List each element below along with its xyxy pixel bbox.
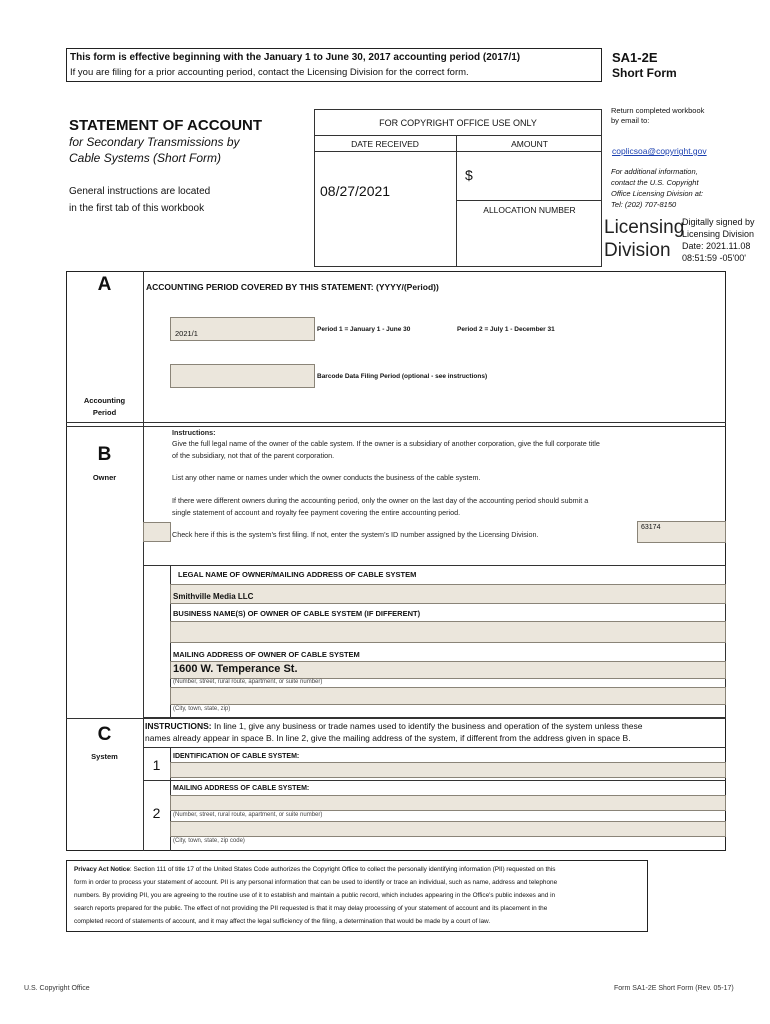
form-type: Short Form (612, 66, 677, 80)
business-name-input[interactable] (170, 621, 726, 643)
barcode-period-input[interactable] (170, 364, 315, 388)
general-instructions-1: General instructions are located (69, 186, 211, 197)
mailing-address-label: MAILING ADDRESS OF OWNER OF CABLE SYSTEM (173, 650, 360, 659)
city-state-hint: (City, town, state, zip) (173, 706, 231, 712)
accounting-period-value: 2021/1 (175, 329, 198, 338)
signature-detail-1: Digitally signed by (682, 217, 755, 227)
return-workbook-2: by email to: (611, 116, 650, 125)
office-use-divider-2 (314, 151, 602, 152)
system-id-value: 63174 (641, 524, 661, 531)
section-b-instruction-3b: single statement of account and royalty fee payment covering the entire accounting period. (172, 508, 461, 517)
section-c-instruction-2: names already appear in space B. In line 2, give the mailing address of the system, if different from the address given in space B. (145, 733, 631, 743)
section-c-instructions-line1 (145, 721, 643, 731)
system-line-1-number: 1 (152, 757, 161, 773)
allocation-number-label: ALLOCATION NUMBER (483, 205, 576, 215)
section-a-side-label-2: Period (92, 408, 117, 417)
section-b-instruction-3a: If there were different owners during the accounting period, only the owner on the last day of the accounting period should submit a (172, 496, 589, 505)
barcode-period-label: Barcode Data Filing Period (optional - see instructions) (317, 373, 488, 380)
system-line-2-number: 2 (152, 805, 161, 821)
first-filing-label: Check here if this is the system’s first filing. If not, enter the system’s ID number assigned by the Licensing Division. (172, 530, 539, 539)
section-a-title: ACCOUNTING PERIOD COVERED BY THIS STATEMENT: (YYYY/(Period)) (146, 282, 439, 292)
legal-name-label: LEGAL NAME OF OWNER/MAILING ADDRESS OF CABLE SYSTEM (178, 570, 417, 579)
general-instructions-2: in the first tab of this workbook (69, 203, 205, 214)
section-a-side-label-1: Accounting (83, 396, 126, 405)
system-mailing-label: MAILING ADDRESS OF CABLE SYSTEM: (173, 785, 310, 792)
privacy-line-3: numbers. By providing PII, you are agreeing to the routine use of it to establish and maintain a public record, which includes appearing in the Office's public indexes and in (74, 892, 556, 899)
privacy-line-1 (74, 866, 555, 873)
office-use-divider-1 (314, 135, 602, 136)
section-b-side-label: Owner (92, 473, 117, 482)
page-subtitle-2: Cable Systems (Short Form) (69, 151, 222, 165)
system-city-hint: (City, town, state, zip code) (173, 838, 245, 844)
privacy-text-1: : Section 111 of title 17 of the United States Code authorizes the Copyright Office to collect the personally identifying information (PII) requested on this (129, 866, 556, 873)
section-a-letter: A (97, 274, 112, 295)
section-c-instruction-1: In line 1, give any business or trade names used to identify the business and operation of the system unless these (211, 721, 643, 731)
privacy-line-2: form in order to process your statement of account. PII is any personal information that can be used to identify or trace an individual, such as name, address and telephone (74, 879, 558, 886)
footer-form-rev: Form SA1-2E Short Form (Rev. 05-17) (614, 985, 734, 992)
effective-notice-line1: This form is effective beginning with the January 1 to June 30, 2017 accounting period (2017/1) (70, 52, 521, 63)
section-c-side-label: System (91, 752, 118, 761)
section-b-instruction-2: List any other name or names under which the owner conducts the business of the cable system. (172, 473, 481, 482)
page-subtitle-1: for Secondary Transmissions by (69, 135, 240, 149)
period-1-note: Period 1 = January 1 - June 30 (317, 326, 411, 333)
amount-label: AMOUNT (511, 139, 548, 149)
section-b-instruction-1a: Give the full legal name of the owner of the cable system. If the owner is a subsidiary of another corporation, give the full corporate title (172, 439, 600, 448)
section-b-instructions-head: Instructions: (172, 428, 216, 437)
system-identification-label: IDENTIFICATION OF CABLE SYSTEM: (173, 753, 300, 760)
signature-name-2: Division (604, 240, 671, 261)
effective-notice-line2: If you are filing for a prior accounting period, contact the Licensing Division for the correct form. (70, 67, 469, 78)
signature-detail-3: Date: 2021.11.08 (682, 241, 751, 251)
amount-currency[interactable]: $ (465, 167, 473, 183)
system-street-input[interactable] (170, 795, 726, 811)
privacy-line-4: search reports prepared for the public. The effect of not providing the PII requested is that it may delay processing of your statement of account and its placement in the (74, 905, 548, 912)
period-2-note: Period 2 = July 1 - December 31 (457, 326, 555, 333)
contact-email-link[interactable]: coplicsoa@copyright.gov (612, 146, 707, 156)
contact-info-2: contact the U.S. Copyright (611, 178, 699, 187)
city-state-input[interactable] (170, 687, 726, 705)
office-use-divider-3 (456, 200, 602, 201)
signature-name-1: Licensing (604, 217, 685, 238)
section-b-c-divider (66, 718, 726, 719)
privacy-line-5: completed record of statements of account, and it may affect the legal sufficiency of the filing, a determination that would be made by a court of law. (74, 918, 491, 925)
date-received-value[interactable]: 08/27/2021 (320, 183, 391, 199)
form-code: SA1-2E (612, 50, 658, 65)
return-workbook-1: Return completed workbook (611, 106, 705, 115)
system-city-input[interactable] (170, 821, 726, 837)
page-title: STATEMENT OF ACCOUNT (69, 117, 263, 134)
contact-info-3: Office Licensing Division at: (611, 189, 704, 198)
business-name-label: BUSINESS NAME(S) OF OWNER OF CABLE SYSTEM (IF DIFFERENT) (173, 609, 421, 618)
office-use-vdivider (456, 135, 457, 267)
section-a-b-divider (66, 422, 726, 423)
section-c-instructions-head: INSTRUCTIONS: (145, 721, 212, 731)
system-street-hint: (Number, street, rural route, apartment, or suite number) (173, 812, 323, 818)
section-a-b-divider-2 (66, 426, 726, 427)
first-filing-checkbox[interactable] (143, 522, 171, 542)
legal-name-value: Smithville Media LLC (173, 592, 254, 601)
street-address-value: 1600 W. Temperance St. (173, 663, 298, 675)
office-use-heading: FOR COPYRIGHT OFFICE USE ONLY (379, 118, 537, 128)
contact-phone: Tel: (202) 707-8150 (611, 200, 677, 209)
system-identification-input[interactable] (170, 762, 726, 778)
section-c-letter: C (97, 724, 112, 745)
signature-detail-2: Licensing Division (682, 229, 755, 239)
contact-info-1: For additional information, (611, 167, 698, 176)
section-b-letter: B (97, 444, 112, 465)
footer-office: U.S. Copyright Office (24, 985, 90, 992)
signature-detail-4: 08:51:59 -05'00' (682, 253, 746, 263)
privacy-head: Privacy Act Notice (74, 866, 130, 873)
system-line-divider (143, 780, 726, 781)
date-received-label: DATE RECEIVED (351, 139, 419, 149)
street-address-hint: (Number, street, rural route, apartment, or suite number) (173, 679, 323, 685)
section-b-instruction-1b: of the subsidiary, not that of the parent corporation. (172, 451, 335, 460)
